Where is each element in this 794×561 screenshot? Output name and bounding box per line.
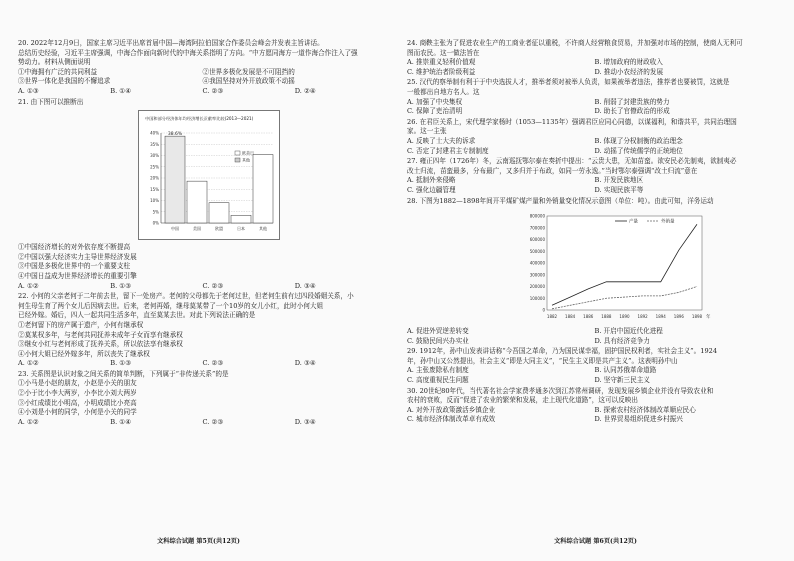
legend-label: 产量 bbox=[629, 219, 638, 225]
answer-option: D. 推动小农经济的发展 bbox=[594, 67, 664, 76]
q21-answers bbox=[18, 282, 387, 292]
x-tick-label: 中国 bbox=[171, 226, 179, 232]
answer-option: B. 探索农村经济体制改革顺应民心 bbox=[594, 405, 696, 414]
answer-option: D. 坚守新三民主义 bbox=[594, 376, 650, 385]
bar bbox=[187, 181, 207, 223]
answer-option: D. ③④ bbox=[294, 417, 316, 426]
y-tick-label: 0 bbox=[542, 307, 545, 313]
q21-item: ③中国是多极化世界中的一个重要支柱 bbox=[18, 262, 131, 271]
bar-chart-svg bbox=[139, 111, 279, 239]
q26-line: 家。这一主张 bbox=[407, 127, 447, 136]
question-27 bbox=[407, 157, 782, 195]
q22-item: ③继女小红与老何形成了抚养关系，所以依法享有继承权 bbox=[18, 340, 183, 349]
y-tick-label: 600000 bbox=[529, 237, 545, 243]
y-tick-label: 20% bbox=[150, 175, 159, 181]
answer-option: C. 鼓励民间兴办实业 bbox=[407, 336, 469, 345]
x-tick-label: 欧盟 bbox=[215, 226, 223, 232]
q22-answers bbox=[18, 359, 387, 369]
y-tick-label: 800000 bbox=[529, 213, 545, 219]
question-23 bbox=[18, 370, 387, 428]
answer-option: D. ②④ bbox=[294, 86, 316, 95]
legend-label: 外销量 bbox=[661, 219, 675, 225]
q29-line: 年，孙中山又公然提出，社会主义“即是大同主义”，“民生主义即是共产主义”。这表明孙中山 bbox=[407, 356, 678, 365]
x-tick-label: 1896 bbox=[673, 314, 684, 320]
q20-line: 势动力。材料从侧面说明 bbox=[18, 58, 91, 67]
answer-option: B. ①④ bbox=[110, 86, 132, 95]
y-tick-label: 300000 bbox=[529, 272, 545, 278]
plot-area bbox=[547, 216, 702, 310]
y-tick-label: 40% bbox=[150, 130, 159, 136]
q30-line: 30. 20世纪80年代，当代著名社会学家费孝通多次到江苏常州调研，发现发展乡镇企业并没有导致农业和 bbox=[407, 386, 714, 395]
answer-option: B. 开启中国近代化进程 bbox=[594, 327, 663, 336]
answer-option: A. ①② bbox=[18, 417, 39, 426]
chart-title: 中国和部分经济体年均经济增长贡献率比较(2013—2021) bbox=[145, 116, 254, 122]
answer-option: B. 增加政府的财政收入 bbox=[594, 58, 663, 67]
q30-line: 农村的衰败，反而“促进了农业的繁荣和发展，走上现代化道路”，这可以反映出 bbox=[407, 396, 638, 405]
q24-line: 图而农民。这一做法旨在 bbox=[407, 48, 480, 57]
q21-item: ①中国经济增长的对外依存度不断提高 bbox=[18, 243, 131, 252]
legend-label: 欧美日 bbox=[242, 150, 254, 156]
question-20 bbox=[18, 39, 387, 97]
answer-option: A. 抵制外来侵略 bbox=[407, 176, 456, 185]
answer-option: B. 体现了分权制衡的政治理念 bbox=[594, 136, 683, 145]
q22-line: 何生母生育了两个女儿后因病去世。后来，老何再婚，继母莫某带了一个10岁的女儿小红，此时小何大姐 bbox=[18, 301, 324, 310]
q22-item: ②莫某权多年，与老何共同抚养未成年子女而享有继承权 bbox=[18, 330, 183, 339]
data-label: 38.6% bbox=[167, 132, 183, 138]
x-tick-label: 1898 bbox=[691, 314, 703, 320]
answer-option: C. 维护统治者阶级利益 bbox=[407, 67, 476, 76]
x-axis-unit: 年 bbox=[706, 315, 711, 321]
q28-stem: 28. 下图为1882—1898年间开平煤矿煤产量和外销量变化情况示意图（单位：吨）。由此可知，洋务运动 bbox=[407, 196, 714, 205]
q21-stem: 21. 由下图可以推断出 bbox=[18, 97, 84, 106]
answer-option: D. 实现民族平等 bbox=[594, 185, 644, 194]
y-tick-label: 10% bbox=[150, 198, 159, 204]
answer-option: B. ①③ bbox=[110, 281, 132, 290]
legend-swatch bbox=[235, 158, 240, 162]
question-21 bbox=[18, 98, 387, 292]
q20-item: ④我国坚持对外开放政策不动摇 bbox=[202, 77, 295, 86]
answer-option: C. 城市经济体制改革卓有成效 bbox=[407, 415, 496, 424]
answer-option: A. ①③ bbox=[18, 86, 39, 95]
q21-item: ④中国日益成为世界经济增长的重要引擎 bbox=[18, 271, 137, 280]
answer-option: D. 具有经济竞争力 bbox=[594, 336, 650, 345]
q20-answers bbox=[18, 87, 387, 97]
x-tick-label: 1882 bbox=[546, 314, 558, 320]
q20-item: ③世界一体化是我国的不懈追求 bbox=[18, 77, 111, 86]
answer-option: A. 促进外贸逆差转变 bbox=[407, 327, 469, 336]
answer-option: D. ③④ bbox=[294, 359, 316, 368]
q23-item: ①小马是小赵的朋友，小赵是小关的朋友 bbox=[18, 379, 137, 388]
legend-label: 其他 bbox=[242, 157, 250, 163]
answer-option: D. 助长了官僚政治的形成 bbox=[594, 107, 670, 116]
q26-line: 26. 在君臣关系上，宋代理学家杨时（1053—1135年）强调君臣应同心同德，以谋福利，和谐共平，共同治理国 bbox=[407, 117, 737, 126]
q29-line: 29. 1912年，孙中山发表讲话称“今吾国之革命，乃为国民谋幸福，固护国民权利者，实社会主义”。1924 bbox=[407, 347, 718, 356]
right-page bbox=[397, 0, 794, 561]
answer-option: C. ②③ bbox=[202, 86, 224, 95]
x-tick-label: 1894 bbox=[655, 314, 666, 320]
question-28 bbox=[407, 197, 782, 347]
answer-option: C. 保障了吏治清明 bbox=[407, 107, 463, 116]
answer-option: A. 反映了士大夫的诉求 bbox=[407, 136, 476, 145]
x-tick-label: 日本 bbox=[237, 226, 245, 232]
answer-option: A. 推崇重义轻利价值观 bbox=[407, 58, 476, 67]
q25-line: 25. 汉代的察举制有利于于中央选拔人才，推举者须对被举人负责，如果被举者违法，推荐者也要被罚，这就是 bbox=[407, 78, 730, 87]
q20-item: ①中海拥有广泛的共同利益 bbox=[18, 67, 98, 76]
q23-item: ④小刘是小何的同学，小何是小关的同学 bbox=[18, 408, 137, 417]
q20-item: ②世界多极化发展是不可阻挡的 bbox=[202, 67, 295, 76]
y-tick-label: 0% bbox=[152, 220, 159, 226]
y-tick-label: 15% bbox=[150, 186, 159, 192]
bar bbox=[209, 203, 229, 223]
question-29 bbox=[407, 347, 782, 385]
answer-option: B. 削弱了封建贵族的势力 bbox=[594, 97, 670, 106]
x-tick-label: 1890 bbox=[619, 314, 630, 320]
y-tick-label: 35% bbox=[150, 141, 159, 147]
legend-swatch bbox=[235, 151, 240, 155]
answer-option: D. 世界贸易组织促进乡村振兴 bbox=[594, 415, 683, 424]
x-tick-label: 1892 bbox=[637, 314, 648, 320]
question-26 bbox=[407, 118, 782, 156]
answer-option: A. 对外开放政策激活乡镇企业 bbox=[407, 405, 496, 414]
answer-option: C. 强化边疆管理 bbox=[407, 185, 456, 194]
y-tick-label: 200000 bbox=[529, 284, 545, 290]
bar bbox=[253, 155, 273, 223]
q22-item: ④小何大姐已经外嫁多年，所以丧失了继承权 bbox=[18, 349, 150, 358]
page-footer-left: 文科综合试题 第5页(共12页) bbox=[157, 538, 240, 545]
answer-option: C. ②③ bbox=[202, 417, 224, 426]
answer-option: B. ①④ bbox=[110, 417, 132, 426]
bar bbox=[165, 136, 185, 223]
x-tick-label: 其他 bbox=[259, 226, 267, 232]
bar bbox=[231, 216, 251, 224]
q22-line: 已经外嫁。婚后，四人一起共同生活多年，直至莫某去世。对此下列说法正确的是 bbox=[18, 311, 256, 320]
y-tick-label: 5% bbox=[152, 209, 159, 215]
q23-item: ②小于比小李大两岁，小李比小刘大两岁 bbox=[18, 389, 137, 398]
answer-option: C. 否定了封建君主专制制度 bbox=[407, 146, 489, 155]
answer-option: A. 主张废除私有制度 bbox=[407, 366, 469, 375]
x-tick-label: 1884 bbox=[565, 314, 576, 320]
q23-answers bbox=[18, 418, 387, 428]
q23-item: ③小红成绩比小明高，小明成绩比小亮高 bbox=[18, 398, 137, 407]
answer-option: A. ①② bbox=[18, 359, 39, 368]
page-footer-right: 文科综合试题 第6页(共12页) bbox=[554, 538, 637, 545]
answer-option: D. 动摇了传统儒学的正统地位 bbox=[594, 146, 683, 155]
q27-line: 改土归流，苗蛮最多，分布最广，又多归并于布政，如同一劳永逸。”当时鄂尔泰强调“改土归流”意在 bbox=[407, 166, 698, 175]
answer-option: A. ①② bbox=[18, 281, 39, 290]
y-tick-label: 700000 bbox=[529, 225, 545, 231]
y-tick-label: 25% bbox=[150, 164, 159, 170]
y-tick-label: 400000 bbox=[529, 260, 545, 266]
answer-option: C. ②③ bbox=[202, 359, 224, 368]
question-30 bbox=[407, 387, 782, 425]
q22-item: ①老何留下的房产属于遗产，小何有继承权 bbox=[18, 320, 144, 329]
q27-line: 27. 雍正四年（1726年）冬，云南巡抚鄂尔泰在奏折中提出：“云贵大患，无如苗蛮。欲安民必先制夷，欲制夷必 bbox=[407, 157, 737, 166]
q24-line: 24. 商鞅主张为了促进农业生产的工商业者征以重税，不许商人经营粮食贸易，并加强对市场的控制，使商人无利可 bbox=[407, 39, 743, 47]
line-chart bbox=[517, 208, 712, 323]
q21-item: ②中国以强大经济实力主导世界经济发展 bbox=[18, 252, 137, 261]
q23-stem: 23. 关系图是认识对象之间关系的简单判断，下列属于“非传递关系”的是 bbox=[18, 369, 229, 378]
answer-option: B. ①③ bbox=[110, 359, 132, 368]
line-chart-svg bbox=[517, 208, 712, 323]
x-tick-label: 1888 bbox=[601, 314, 612, 320]
q22-line: 22. 小何的父亲老何于二年前去世，留下一处房产。老何的父母都先于老何过世，但老何生前有过四段婚姻关系，小 bbox=[18, 292, 354, 301]
q20-line: 总结历史经验，习近平主席强调，中海合作面向新时代的中海关系指明了方向。“中方愿同海方一道作海合作注入了强 bbox=[18, 48, 358, 57]
y-tick-label: 100000 bbox=[529, 295, 545, 301]
question-25 bbox=[407, 78, 782, 116]
bar-chart bbox=[138, 110, 280, 240]
answer-option: C. 高度重视民生问题 bbox=[407, 376, 469, 385]
y-tick-label: 500000 bbox=[529, 248, 545, 254]
answer-option: C. ②③ bbox=[202, 281, 224, 290]
q20-line: 20. 2022年12月9日，国家主席习近平出席首届中国—海湾阿拉伯国家合作委员会峰会并发表主旨讲话。 bbox=[18, 39, 324, 47]
answer-option: A. 加强了中央集权 bbox=[407, 97, 463, 106]
answer-option: B. 开发民族地区 bbox=[594, 176, 644, 185]
x-tick-label: 1886 bbox=[583, 314, 594, 320]
x-tick-label: 美国 bbox=[193, 226, 201, 232]
q25-line: 一般都出自地方名人。这 bbox=[407, 87, 480, 96]
answer-option: B. 认同苏俄革命道路 bbox=[594, 366, 657, 375]
y-tick-label: 30% bbox=[150, 153, 159, 159]
question-24 bbox=[407, 39, 782, 77]
question-22 bbox=[18, 292, 387, 369]
answer-option: D. ③④ bbox=[294, 281, 316, 290]
